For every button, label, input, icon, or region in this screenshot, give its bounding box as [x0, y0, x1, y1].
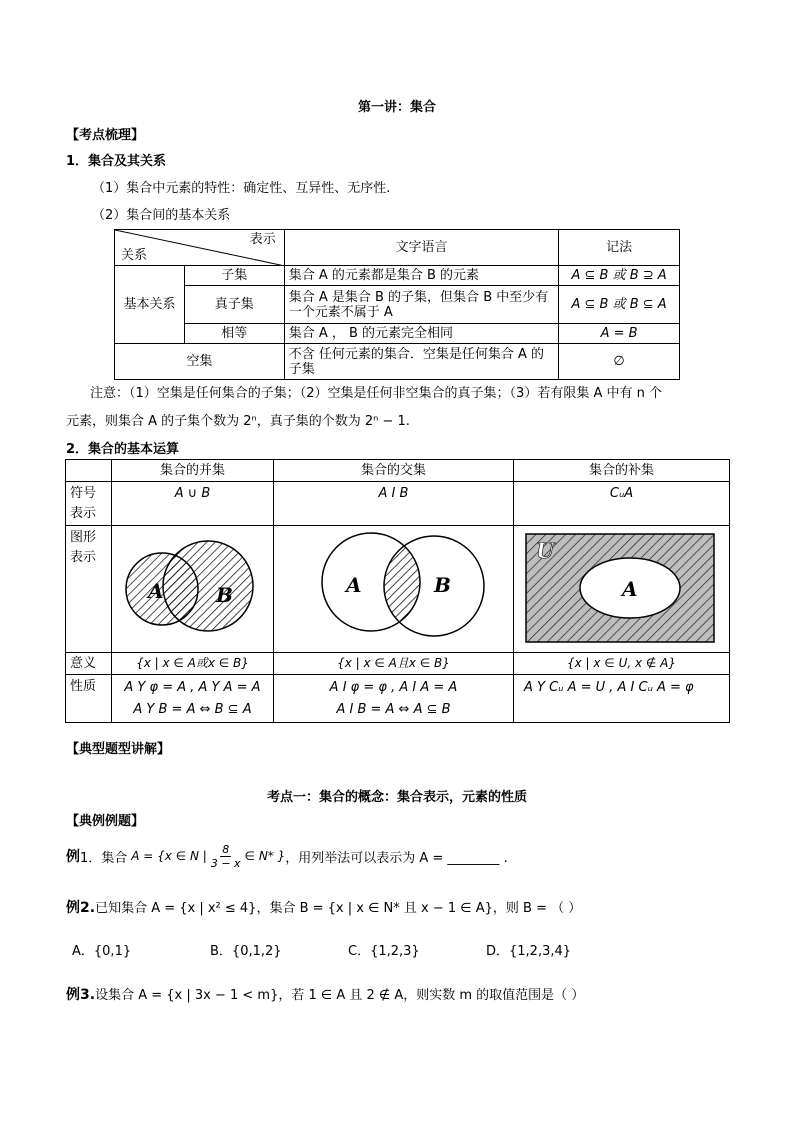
venn-label-a: A [622, 577, 638, 601]
ex2-label: 例2. [66, 900, 96, 916]
ex1-set-left: A = {x ∈ N | [131, 849, 207, 863]
row-name: 子集 [184, 266, 284, 286]
venn-complement-diagram [514, 526, 729, 652]
ex1-fraction [209, 843, 243, 870]
venn-union-diagram [112, 526, 273, 652]
row-name: 真子集 [184, 286, 284, 324]
prop-line: A I B = A ⇔ A ⊆ B [336, 702, 451, 717]
example-1 [66, 838, 508, 874]
item1-paragraph-1: （1）集合中元素的特性：确定性、互异性、无序性. [92, 181, 391, 196]
venn-label-b: B [216, 583, 233, 607]
diag-top-label: 表示 [249, 232, 276, 247]
prop-line: A Y Cᵤ A = U , A I Cᵤ A = φ [524, 680, 694, 695]
venn-label-u: U [536, 538, 555, 563]
ex1-set-right: ∈ N* } [244, 849, 286, 863]
row-notation: A ⊆ B 或 B ⊇ A [559, 266, 680, 286]
diagonal-header-cell [115, 230, 285, 266]
row-notation: A = B [559, 324, 680, 344]
label-part: 图形 [70, 530, 97, 545]
row-text: 集合 A 是集合 B 的子集，但集合 B 中至少有一个元素不属于 A [284, 286, 558, 324]
venn-label-a: A [346, 573, 362, 597]
row-symbol-label [66, 482, 112, 526]
ex2-text: 已知集合 A = {x | x² ≤ 4}，集合 B = {x | x ∈ N* 且 x − 1 ∈ A}，则 B = （ ） [95, 901, 582, 916]
symbol-intersection: A I B [274, 482, 514, 526]
empty-set-notation: ∅ [559, 344, 680, 380]
prop-line: A Y B = A ⇔ B ⊆ A [133, 702, 252, 717]
row-figure-label [66, 526, 112, 653]
col-text-header: 文字语言 [284, 230, 558, 266]
group-label: 基本关系 [115, 266, 185, 344]
item1-paragraph-2: （2）集合间的基本关系 [92, 208, 231, 223]
ex3-text: 设集合 A = {x | 3x − 1 < m}，若 1 ∈ A 且 2 ∉ A，则实数 m 的取值范围是（ ） [95, 988, 585, 1003]
prop-line: A Y φ = A , A Y A = A [124, 680, 261, 695]
example-3 [66, 984, 584, 1004]
section-heading-examples: 【典例例题】 [66, 814, 145, 829]
operations-table [65, 459, 730, 723]
meaning-complement: {x | x ∈ U, x ∉ A} [514, 653, 730, 675]
item1-heading: 1．集合及其关系 [66, 154, 167, 169]
label-part: 表示 [70, 550, 97, 565]
ex1-frac-den: 3 − x [210, 856, 241, 870]
ex2-option-a: A．{0,1} [72, 944, 132, 959]
prop-line: A I φ = φ , A I A = A [329, 680, 458, 695]
header-complement: 集合的补集 [514, 460, 730, 482]
example-2 [66, 897, 581, 917]
diag-bottom-label: 关系 [121, 248, 148, 263]
empty-set-name: 空集 [115, 344, 285, 380]
props-complement [514, 675, 730, 723]
row-text: 集合 A 的元素都是集合 B 的元素 [284, 266, 558, 286]
section-heading-typical: 【典型题型讲解】 [66, 742, 171, 757]
ex1-frac-num: 8 [222, 842, 230, 856]
label-part: 符号 [70, 486, 97, 501]
meaning-union: {x | x ∈ A或x ∈ B} [112, 653, 274, 675]
venn-complement-cell [514, 526, 730, 653]
label-part: 表示 [70, 506, 97, 521]
topic-heading: 考点一：集合的概念：集合表示，元素的性质 [266, 790, 527, 805]
venn-intersection-cell [274, 526, 514, 653]
ex1-label: 例 [66, 849, 80, 865]
header-union: 集合的并集 [112, 460, 274, 482]
venn-label-a: A [148, 579, 164, 603]
props-union [112, 675, 274, 723]
corner-cell [66, 460, 112, 482]
props-intersection [274, 675, 514, 723]
symbol-complement: CᵤA [514, 482, 730, 526]
header-intersection: 集合的交集 [274, 460, 514, 482]
row-meaning-label: 意义 [66, 653, 112, 675]
ex2-option-b: B．{0,1,2} [210, 944, 282, 959]
venn-label-b: B [434, 573, 451, 597]
note-line-1: 注意：（1）空集是任何集合的子集；（2）空集是任何非空集合的真子集；（3）若有限集 A 中有 n 个 [90, 386, 662, 401]
page-title: 第一讲：集合 [357, 100, 436, 115]
venn-union-cell [112, 526, 274, 653]
ex2-option-c: C．{1,2,3} [348, 944, 420, 959]
ex1-tail: ，用列举法可以表示为 A = ________ . [285, 850, 508, 866]
meaning-intersection: {x | x ∈ A且x ∈ B} [274, 653, 514, 675]
relations-table [114, 229, 680, 380]
symbol-union: A ∪ B [112, 482, 274, 526]
ex2-option-d: D．{1,2,3,4} [486, 944, 572, 959]
venn-intersection-diagram [274, 526, 513, 652]
row-text: 集合 A ， B 的元素完全相同 [284, 324, 558, 344]
row-notation: A ⊆ B 或 B ⊆ A [559, 286, 680, 324]
ex3-label: 例3. [66, 987, 96, 1003]
note-line-2: 元素，则集合 A 的子集个数为 2ⁿ，真子集的个数为 2ⁿ − 1. [66, 414, 410, 429]
ex1-prefix: 1．集合 [80, 850, 128, 866]
row-property-label: 性质 [66, 675, 112, 723]
row-name: 相等 [184, 324, 284, 344]
item2-heading: 2．集合的基本运算 [66, 442, 180, 457]
col-notation-header: 记法 [559, 230, 680, 266]
section-heading-review: 【考点梳理】 [66, 128, 145, 143]
empty-set-text: 不含 任何元素的集合．空集是任何集合 A 的子集 [284, 344, 558, 380]
